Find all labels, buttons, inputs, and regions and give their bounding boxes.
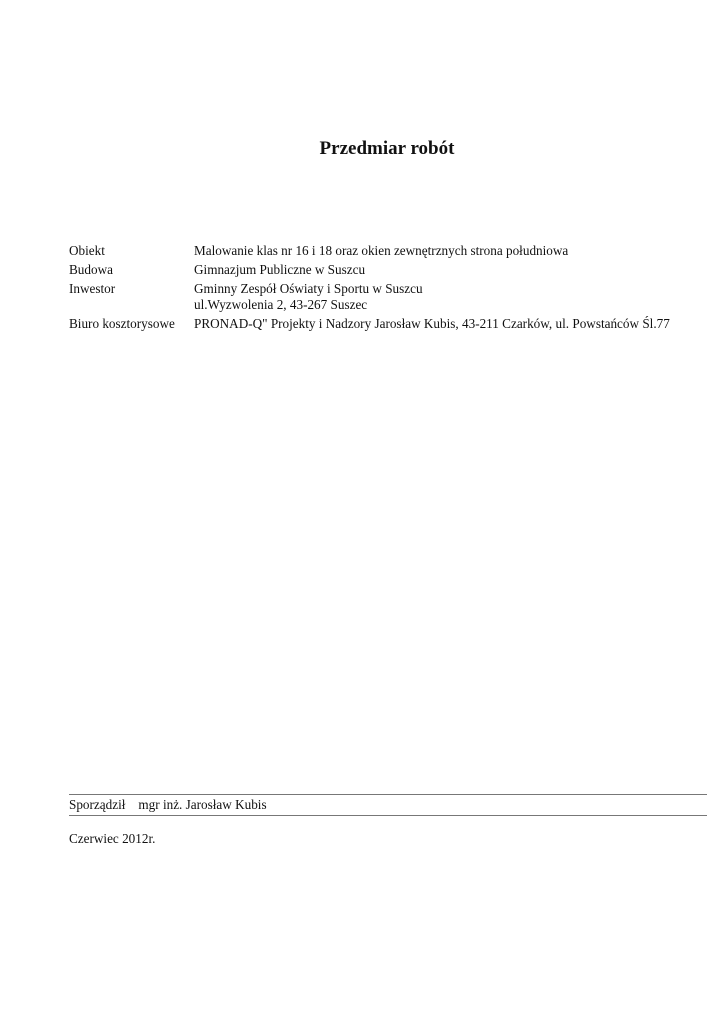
field-value-line: PRONAD-Q" Projekty i Nadzory Jarosław Kubis, 43-211 Czarków, ul. Powstańców Śl.77 bbox=[194, 316, 670, 331]
field-value-line: Gimnazjum Publiczne w Suszcu bbox=[194, 262, 366, 277]
info-row-biuro bbox=[69, 316, 709, 332]
info-row-obiekt bbox=[69, 243, 709, 259]
prepared-by-line bbox=[69, 797, 267, 813]
field-value bbox=[194, 262, 709, 278]
field-value bbox=[194, 281, 709, 313]
field-value-line: ul.Wyzwolenia 2, 43-267 Suszec bbox=[194, 297, 368, 312]
field-value-line: Gminny Zespół Oświaty i Sportu w Suszcu bbox=[194, 281, 423, 296]
project-info-table bbox=[69, 243, 709, 335]
field-value bbox=[194, 243, 709, 259]
field-label: Obiekt bbox=[69, 243, 105, 258]
field-value-line: Malowanie klas nr 16 i 18 oraz okien zewnętrznych strona południowa bbox=[194, 243, 569, 258]
divider-top bbox=[69, 794, 707, 795]
prepared-by-name: mgr inż. Jarosław Kubis bbox=[138, 797, 267, 812]
divider-bottom bbox=[69, 815, 707, 816]
prepared-label: Sporządził bbox=[69, 797, 126, 812]
info-row-budowa bbox=[69, 262, 709, 278]
field-label: Biuro kosztorysowe bbox=[69, 316, 175, 331]
document-date: Czerwiec 2012r. bbox=[69, 831, 156, 846]
info-row-inwestor bbox=[69, 281, 709, 313]
document-title: Przedmiar robót bbox=[319, 138, 455, 159]
field-label: Budowa bbox=[69, 262, 113, 277]
field-value bbox=[194, 316, 709, 332]
field-label: Inwestor bbox=[69, 281, 116, 296]
